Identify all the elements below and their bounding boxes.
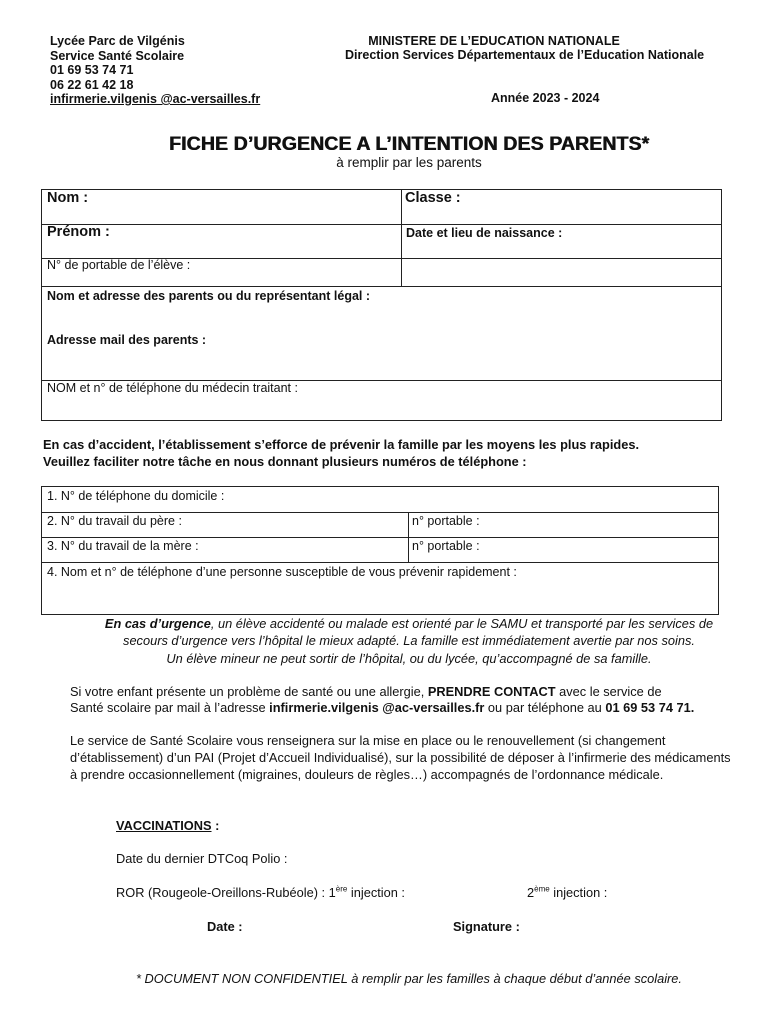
medecin-field[interactable]: NOM et n° de téléphone du médecin traitant : bbox=[47, 381, 298, 395]
contact-line-1 bbox=[70, 683, 662, 700]
footnote bbox=[0, 970, 768, 987]
pai-line-3: à prendre occasionnellement (migraines, douleurs de règles…) accompagnés de l’ordonnance médicale. bbox=[70, 767, 664, 782]
ror-label: ROR (Rougeole-Oreillons-Rubéole) : 1 bbox=[116, 885, 336, 900]
pere-portable-field[interactable]: n° portable : bbox=[412, 514, 480, 528]
vaccinations-colon: : bbox=[211, 818, 220, 833]
ror-superscript: ère bbox=[335, 884, 348, 894]
footnote-lead: * DOCUMENT NON CONFIDENTIEL bbox=[136, 971, 348, 986]
page-subtitle: à remplir par les parents bbox=[336, 155, 482, 170]
second-number: 2 bbox=[527, 885, 535, 900]
personne-contact-field[interactable]: 4. Nom et n° de téléphone d’une personne susceptible de vous prévenir rapidement : bbox=[47, 565, 517, 579]
ror-first-injection-field[interactable] bbox=[116, 884, 405, 901]
phone-2: 06 22 61 42 18 bbox=[50, 77, 134, 92]
mere-portable-field[interactable]: n° portable : bbox=[412, 539, 480, 553]
nom-field[interactable]: Nom : bbox=[47, 190, 89, 206]
urgence-lead: En cas d’urgence bbox=[104, 616, 211, 631]
contact-phone[interactable]: 01 69 53 74 71. bbox=[605, 700, 695, 715]
intro-line-1: En cas d’accident, l’établissement s’efforce de prévenir la famille par les moyens les plus rapides. bbox=[43, 437, 640, 452]
mere-travail-field[interactable]: 3. N° du travail de la mère : bbox=[47, 539, 199, 553]
date-field[interactable]: Date : bbox=[207, 919, 243, 934]
service-name: Service Santé Scolaire bbox=[50, 48, 185, 63]
portable-eleve-field[interactable]: N° de portable de l’élève : bbox=[47, 258, 191, 272]
ministry-title: MINISTERE DE L’EDUCATION NATIONALE bbox=[368, 34, 620, 48]
signature-field[interactable]: Signature : bbox=[453, 919, 520, 934]
classe-field[interactable]: Classe : bbox=[405, 190, 461, 206]
ror-second-injection-field[interactable] bbox=[527, 884, 607, 901]
parents-mail-field[interactable]: Adresse mail des parents : bbox=[47, 333, 207, 347]
urgence-line-1 bbox=[0, 615, 768, 632]
page-title: FICHE D’URGENCE A L’INTENTION DES PARENTS* bbox=[168, 133, 650, 155]
school-year: Année 2023 - 2024 bbox=[491, 91, 600, 105]
contact-email[interactable]: infirmerie.vilgenis @ac-versailles.fr bbox=[269, 700, 485, 715]
prendre-contact: PRENDRE CONTACT bbox=[427, 684, 556, 699]
direction-title: Direction Services Départementaux de l’Education Nationale bbox=[345, 48, 705, 62]
contact-text-2-mid: ou par téléphone au bbox=[484, 700, 606, 715]
contact-text-1: Si votre enfant présente un problème de santé ou une allergie, bbox=[70, 684, 428, 699]
email-link[interactable]: infirmerie.vilgenis @ac-versailles.fr bbox=[50, 92, 261, 106]
urgence-line-1-rest: , un élève accidenté ou malade est orienté par le SAMU et transporté par les services de bbox=[210, 616, 714, 631]
naissance-field[interactable]: Date et lieu de naissance : bbox=[406, 226, 563, 240]
pai-line-2: d’établissement) d’un PAI (Projet d’Accueil Individualisé), sur la possibilité de déposer à l’infirmerie des médicaments bbox=[70, 750, 731, 765]
pai-line-1: Le service de Santé Scolaire vous renseignera sur la mise en place ou le renouvellement (si changement bbox=[70, 733, 666, 748]
vaccinations-heading bbox=[116, 817, 219, 834]
second-label-end: injection : bbox=[549, 885, 608, 900]
pere-travail-field[interactable]: 2. N° du travail du père : bbox=[47, 514, 182, 528]
contact-text-2: Santé scolaire par mail à l’adresse bbox=[70, 700, 270, 715]
parents-adresse-field[interactable]: Nom et adresse des parents ou du représentant légal : bbox=[47, 289, 371, 303]
vaccinations-title: VACCINATIONS bbox=[116, 818, 212, 833]
contact-line-2 bbox=[70, 699, 694, 716]
contact-text-1-end: avec le service de bbox=[555, 684, 662, 699]
second-superscript: ème bbox=[534, 884, 550, 894]
ror-label-end: injection : bbox=[347, 885, 405, 900]
urgence-line-2: secours d’urgence vers l’hôpital le mieux adapté. La famille est immédiatement avertie par nos soins. bbox=[123, 633, 695, 648]
school-name: Lycée Parc de Vilgénis bbox=[50, 34, 185, 48]
domicile-field[interactable]: 1. N° de téléphone du domicile : bbox=[47, 489, 225, 503]
intro-line-2: Veuillez faciliter notre tâche en nous donnant plusieurs numéros de téléphone : bbox=[43, 454, 527, 469]
urgence-line-3: Un élève mineur ne peut sortir de l’hôpital, ou du lycée, qu’accompagné de sa famille. bbox=[166, 651, 652, 666]
footnote-rest: à remplir par les familles à chaque début d’année scolaire. bbox=[347, 971, 682, 986]
dtcoq-field[interactable]: Date du dernier DTCoq Polio : bbox=[116, 851, 288, 866]
prenom-field[interactable]: Prénom : bbox=[47, 224, 110, 240]
phone-1: 01 69 53 74 71 bbox=[50, 63, 134, 77]
